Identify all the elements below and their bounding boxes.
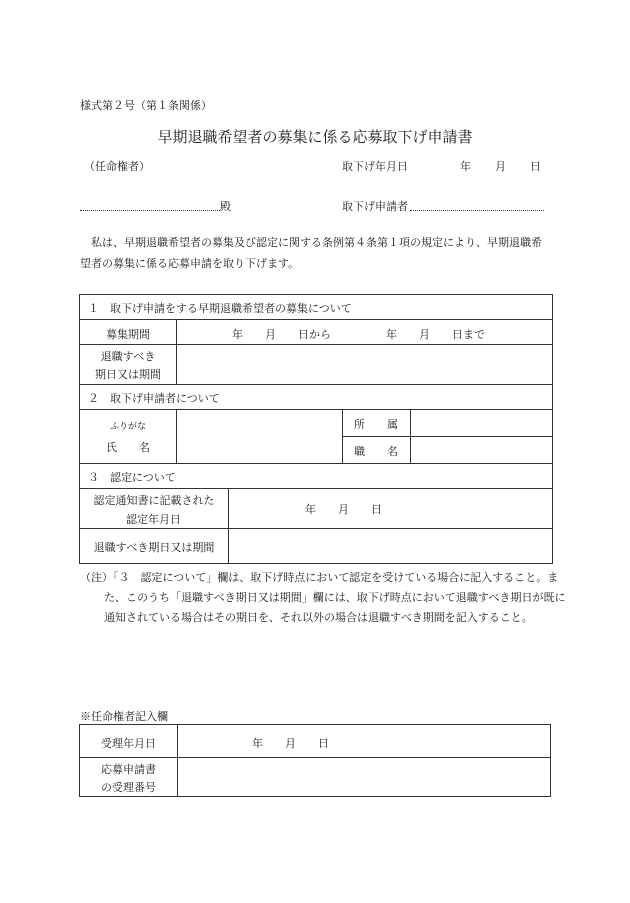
form-number: 様式第２号（第１条関係） <box>80 99 212 112</box>
cert-date-value[interactable]: 年 月 日 <box>305 503 382 516</box>
receipt-date-value[interactable]: 年 月 日 <box>252 737 329 750</box>
note-text: （注）「３ 認定について」欄は、取下げ時点において認定を受けている場合に記入すること。また、このうち「退職すべき期日又は期間」欄には、取下げ時点において退職すべき期日が既に通知されている場合はその期日を、それ以外の場合は退職すべき期間を記入すること。 <box>80 571 566 624</box>
withdraw-year-unit: 年 <box>460 160 471 173</box>
section2-heading: ２ 取下げ申請者について <box>88 392 220 405</box>
withdraw-day-unit: 日 <box>530 160 541 173</box>
page-title: 早期退職希望者の募集に係る応募取下げ申請書 <box>157 128 473 146</box>
section3-heading: ３ 認定について <box>88 471 176 484</box>
period-value[interactable]: 年 月 日から 年 月 日まで <box>232 328 485 341</box>
authority-label: （任命権者） <box>84 160 150 173</box>
name-label: 氏 名 <box>106 441 150 454</box>
furigana-label: ふりがな <box>109 422 146 432</box>
authority-name-line[interactable] <box>80 210 220 211</box>
applicant-name-line[interactable] <box>410 210 544 211</box>
name-input[interactable] <box>180 413 338 459</box>
cert-date-label-1: 認定通知書に記載された <box>93 494 215 507</box>
position-label: 職 名 <box>354 445 398 458</box>
retire-period-input[interactable] <box>232 532 548 560</box>
retire-period-label: 退職すべき期日又は期間 <box>93 541 215 554</box>
section1-heading: １ 取下げ申請をする早期退職希望者の募集について <box>88 302 352 315</box>
authority-section-heading: ※任命権者記入欄 <box>80 710 168 723</box>
receipt-no-input[interactable] <box>181 760 547 793</box>
cert-date-label-2: 認定年月日 <box>126 513 181 526</box>
period-label: 募集期間 <box>106 328 150 341</box>
applicant-label: 取下げ申請者 <box>342 200 408 213</box>
retire-date-label-2: 期日又は期間 <box>95 368 161 381</box>
affiliation-label: 所 属 <box>354 418 398 431</box>
affiliation-input[interactable] <box>414 412 548 434</box>
retire-date-input[interactable] <box>180 347 548 381</box>
withdraw-date-label: 取下げ年月日 <box>342 160 408 173</box>
receipt-no-label-2: の受理番号 <box>101 781 156 794</box>
withdraw-month-unit: 月 <box>495 160 506 173</box>
position-input[interactable] <box>414 439 548 461</box>
declaration-text: 私は、早期退職希望者の募集及び認定に関する条例第４条第１項の規定により、早期退職希望者の募集に係る応募申請を取り下げます。 <box>80 236 542 270</box>
receipt-no-label-1: 応募申請書 <box>101 763 156 776</box>
application-table <box>79 294 553 564</box>
honorific-label: 殿 <box>220 200 231 213</box>
retire-date-label-1: 退職すべき <box>100 350 156 363</box>
receipt-date-label: 受理年月日 <box>101 737 156 750</box>
authority-table <box>79 724 551 797</box>
